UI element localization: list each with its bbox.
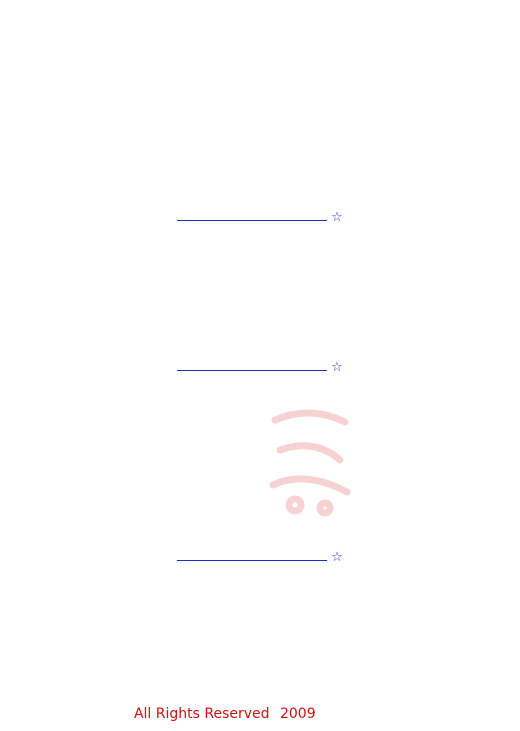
footer-rights: All Rights Reserved [133,706,270,722]
section-heading-3 [14,542,506,568]
section-heading-1 [14,202,506,228]
section-heading-2 [14,352,506,378]
article-title [14,8,506,34]
section-body-3 [14,576,506,686]
footer-year: 2009 [279,706,316,722]
section-body-2 [14,386,506,536]
star-outline-icon: ☆ [331,210,343,225]
section-body-1 [14,236,506,346]
star-outline-icon: ☆ [331,550,343,565]
footer [0,705,520,723]
intro-paragraph [14,42,506,196]
section-heading-text [177,202,327,221]
star-outline-icon: ☆ [331,360,343,375]
section-heading-text [177,352,327,371]
section-heading-text [177,542,327,561]
